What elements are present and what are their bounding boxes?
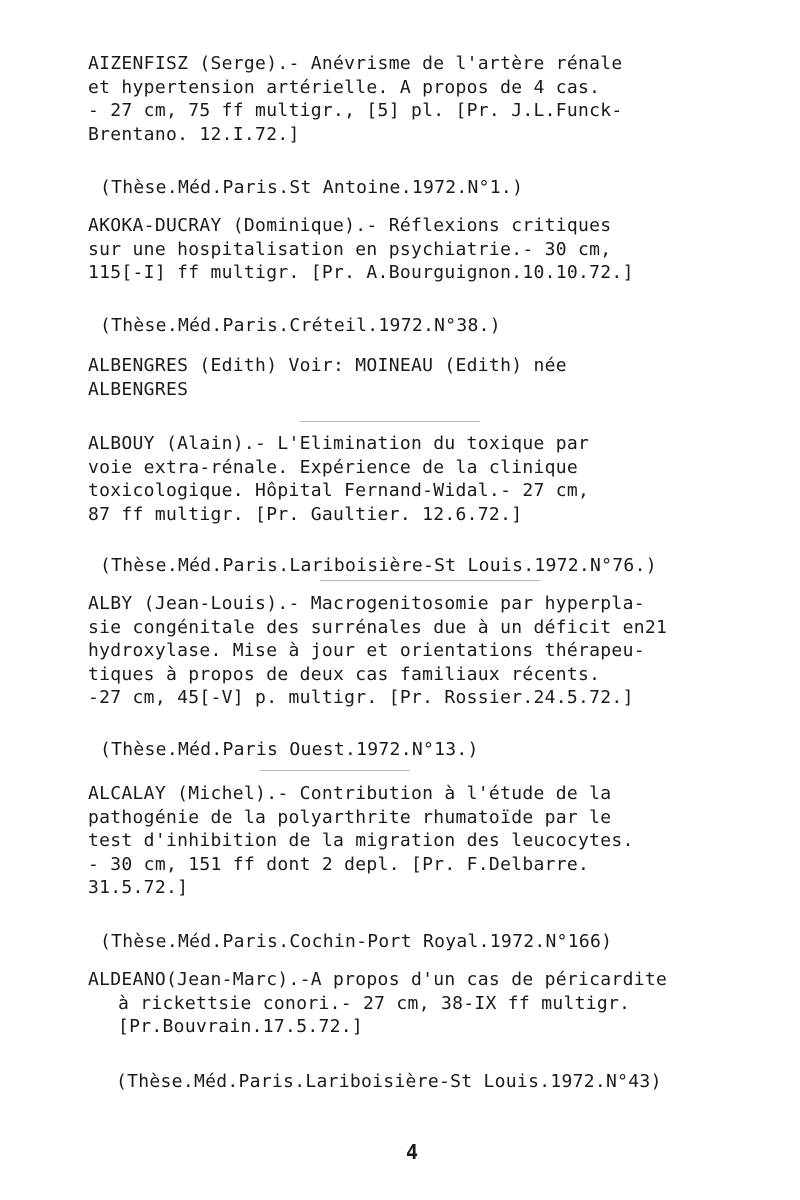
entry-line: - 30 cm, 151 ff dont 2 depl. [Pr. F.Delbarre.: [88, 853, 590, 875]
entry-alby: [88, 592, 728, 710]
entry-line: sie congénitale des surrénales due à un déficit en21: [88, 616, 668, 638]
entry-albouy: [88, 432, 728, 526]
entry-line: 115[-I] ff multigr. [Pr. A.Bourguignon.10.10.72.]: [88, 262, 634, 283]
entry-line: sur une hospitalisation en psychiatrie.- 30 cm,: [88, 238, 612, 260]
thesis-reference: (Thèse.Méd.Paris Ouest.1972.N°13.): [100, 739, 479, 760]
entry-line: ALBENGRES (Edith) Voir: MOINEAU (Edith) née: [88, 355, 567, 376]
separator-rule: [300, 421, 480, 422]
entry-line: ALBOUY (Alain).- L'Elimination du toxique par: [88, 433, 590, 454]
entry-line: ALBY (Jean-Louis).- Macrogenitosomie par hyperpla-: [88, 593, 645, 614]
entry-line: ALCALAY (Michel).- Contribution à l'étude de la: [88, 783, 612, 804]
entry-line: hydroxylase. Mise à jour et orientations thérapeu-: [88, 640, 645, 661]
entry-line: à rickettsie conori.- 27 cm, 38-IX ff multigr.: [118, 992, 631, 1014]
entry-line: et hypertension artérielle. A propos de 4 cas.: [88, 76, 601, 98]
entry-line: pathogénie de la polyarthrite rhumatoïde par le: [88, 806, 612, 828]
thesis-reference: (Thèse.Méd.Paris.Lariboisière-St Louis.1972.N°76.): [100, 555, 657, 576]
entry-line: - 27 cm, 75 ff multigr., [5] pl. [Pr. J.L.Funck-: [88, 100, 623, 121]
entry-line: toxicologique. Hôpital Fernand-Widal.- 27 cm,: [88, 480, 590, 501]
entry-line: [Pr.Bouvrain.17.5.72.]: [118, 1016, 364, 1037]
entry-line: -27 cm, 45[-V] p. multigr. [Pr. Rossier.24.5.72.]: [88, 687, 634, 708]
thesis-reference: (Thèse.Méd.Paris.St Antoine.1972.N°1.): [100, 177, 524, 198]
entry-aizenfisz: [88, 52, 728, 146]
entry-alcalay: [88, 782, 728, 900]
page-number: 4: [406, 1140, 419, 1164]
entry-line: tiques à propos de deux cas familiaux récents.: [88, 663, 601, 685]
entry-albengres: [88, 354, 728, 401]
entry-akoka-ducray: [88, 214, 728, 285]
entry-line: 87 ff multigr. [Pr. Gaultier. 12.6.72.]: [88, 503, 523, 525]
thesis-reference: (Thèse.Méd.Paris.Lariboisière-St Louis.1972.N°43): [116, 1071, 662, 1092]
thesis-reference: (Thèse.Méd.Paris.Cochin-Port Royal.1972.N°166): [100, 931, 613, 952]
entry-line: AIZENFISZ (Serge).- Anévrisme de l'artère rénale: [88, 53, 623, 74]
entry-line: ALBENGRES: [88, 378, 189, 400]
entry-line: Brentano. 12.I.72.]: [88, 123, 300, 145]
thesis-reference: (Thèse.Méd.Paris.Créteil.1972.N°38.): [100, 315, 501, 336]
entry-line: AKOKA-DUCRAY (Dominique).- Réflexions critiques: [88, 215, 612, 236]
entry-line: test d'inhibition de la migration des leucocytes.: [88, 830, 634, 851]
entry-line: voie extra-rénale. Expérience de la clinique: [88, 456, 579, 478]
separator-rule: [320, 580, 540, 581]
entry-line: ALDEANO(Jean-Marc).-A propos d'un cas de péricardite: [88, 969, 668, 990]
separator-rule: [260, 770, 410, 771]
entry-aldeano: [88, 968, 728, 1039]
entry-line: 31.5.72.]: [88, 877, 189, 898]
